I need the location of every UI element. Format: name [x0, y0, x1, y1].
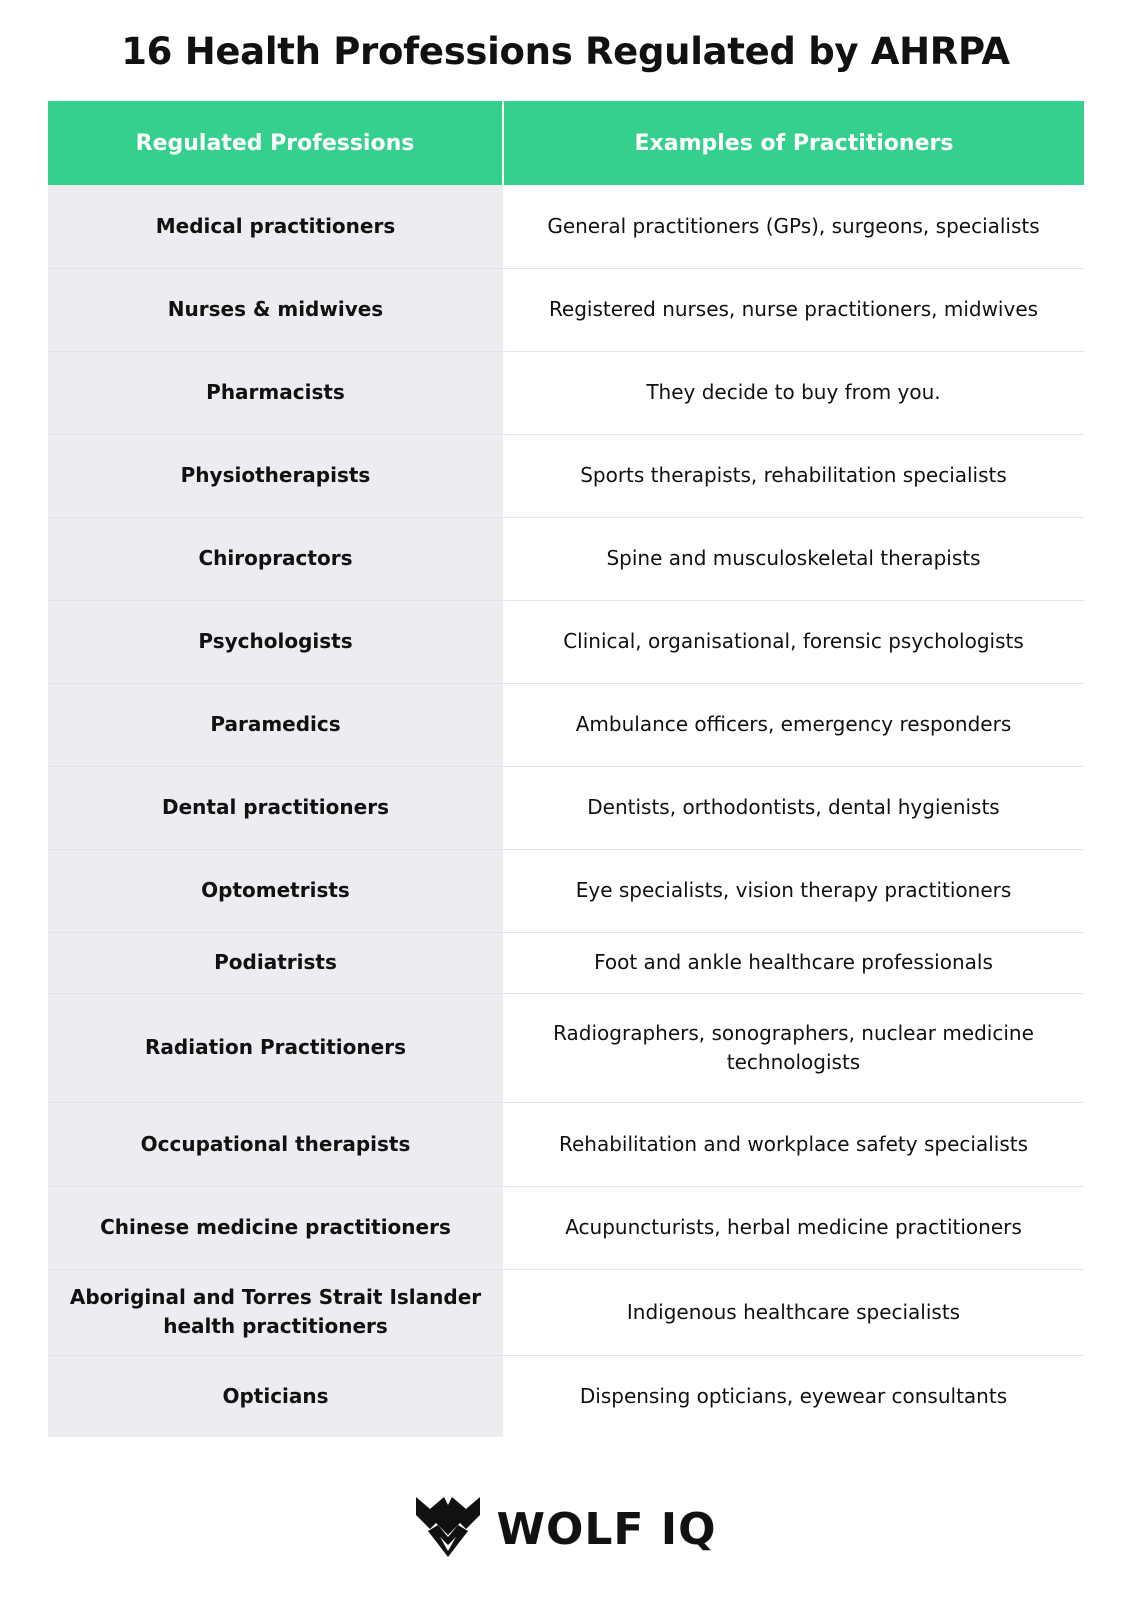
examples-cell: Radiographers, sonographers, nuclear medicine technologists [503, 993, 1084, 1102]
professions-table [48, 101, 1084, 1437]
table-row [48, 600, 1084, 683]
profession-cell: Opticians [48, 1355, 503, 1437]
table-row [48, 434, 1084, 517]
examples-cell: Dentists, orthodontists, dental hygienists [503, 766, 1084, 849]
table-row [48, 1269, 1084, 1355]
examples-cell: Clinical, organisational, forensic psychologists [503, 600, 1084, 683]
table-row [48, 683, 1084, 766]
profession-cell: Chiropractors [48, 517, 503, 600]
examples-cell: Eye specialists, vision therapy practitioners [503, 849, 1084, 932]
examples-cell: Sports therapists, rehabilitation specialists [503, 434, 1084, 517]
wolf-logo-icon [414, 1495, 482, 1563]
column-header-professions: Regulated Professions [48, 101, 503, 185]
table-row [48, 849, 1084, 932]
profession-cell: Physiotherapists [48, 434, 503, 517]
table-row [48, 185, 1084, 268]
table-row [48, 1186, 1084, 1269]
profession-cell: Podiatrists [48, 932, 503, 993]
examples-cell: They decide to buy from you. [503, 351, 1084, 434]
profession-cell: Medical practitioners [48, 185, 503, 268]
examples-cell: Registered nurses, nurse practitioners, midwives [503, 268, 1084, 351]
table-row [48, 993, 1084, 1102]
profession-cell: Paramedics [48, 683, 503, 766]
profession-cell: Radiation Practitioners [48, 993, 503, 1102]
table-header-row [48, 101, 1084, 185]
table-row [48, 766, 1084, 849]
profession-cell: Aboriginal and Torres Strait Islander health practitioners [48, 1269, 503, 1355]
table-row [48, 351, 1084, 434]
page-title: 16 Health Professions Regulated by AHRPA [121, 30, 1010, 73]
table-row [48, 932, 1084, 993]
profession-cell: Optometrists [48, 849, 503, 932]
examples-cell: Spine and musculoskeletal therapists [503, 517, 1084, 600]
column-header-examples: Examples of Practitioners [503, 101, 1084, 185]
table-row [48, 268, 1084, 351]
profession-cell: Dental practitioners [48, 766, 503, 849]
profession-cell: Psychologists [48, 600, 503, 683]
table-row [48, 517, 1084, 600]
examples-cell: Ambulance officers, emergency responders [503, 683, 1084, 766]
profession-cell: Chinese medicine practitioners [48, 1186, 503, 1269]
examples-cell: Dispensing opticians, eyewear consultants [503, 1355, 1084, 1437]
examples-cell: Indigenous healthcare specialists [503, 1269, 1084, 1355]
table-row [48, 1355, 1084, 1437]
examples-cell: General practitioners (GPs), surgeons, specialists [503, 185, 1084, 268]
logo-text: WOLF IQ [496, 1503, 717, 1555]
wolf-iq-logo [0, 1495, 1131, 1563]
examples-cell: Rehabilitation and workplace safety specialists [503, 1102, 1084, 1186]
profession-cell: Pharmacists [48, 351, 503, 434]
examples-cell: Acupuncturists, herbal medicine practitioners [503, 1186, 1084, 1269]
table-row [48, 1102, 1084, 1186]
profession-cell: Occupational therapists [48, 1102, 503, 1186]
profession-cell: Nurses & midwives [48, 268, 503, 351]
examples-cell: Foot and ankle healthcare professionals [503, 932, 1084, 993]
